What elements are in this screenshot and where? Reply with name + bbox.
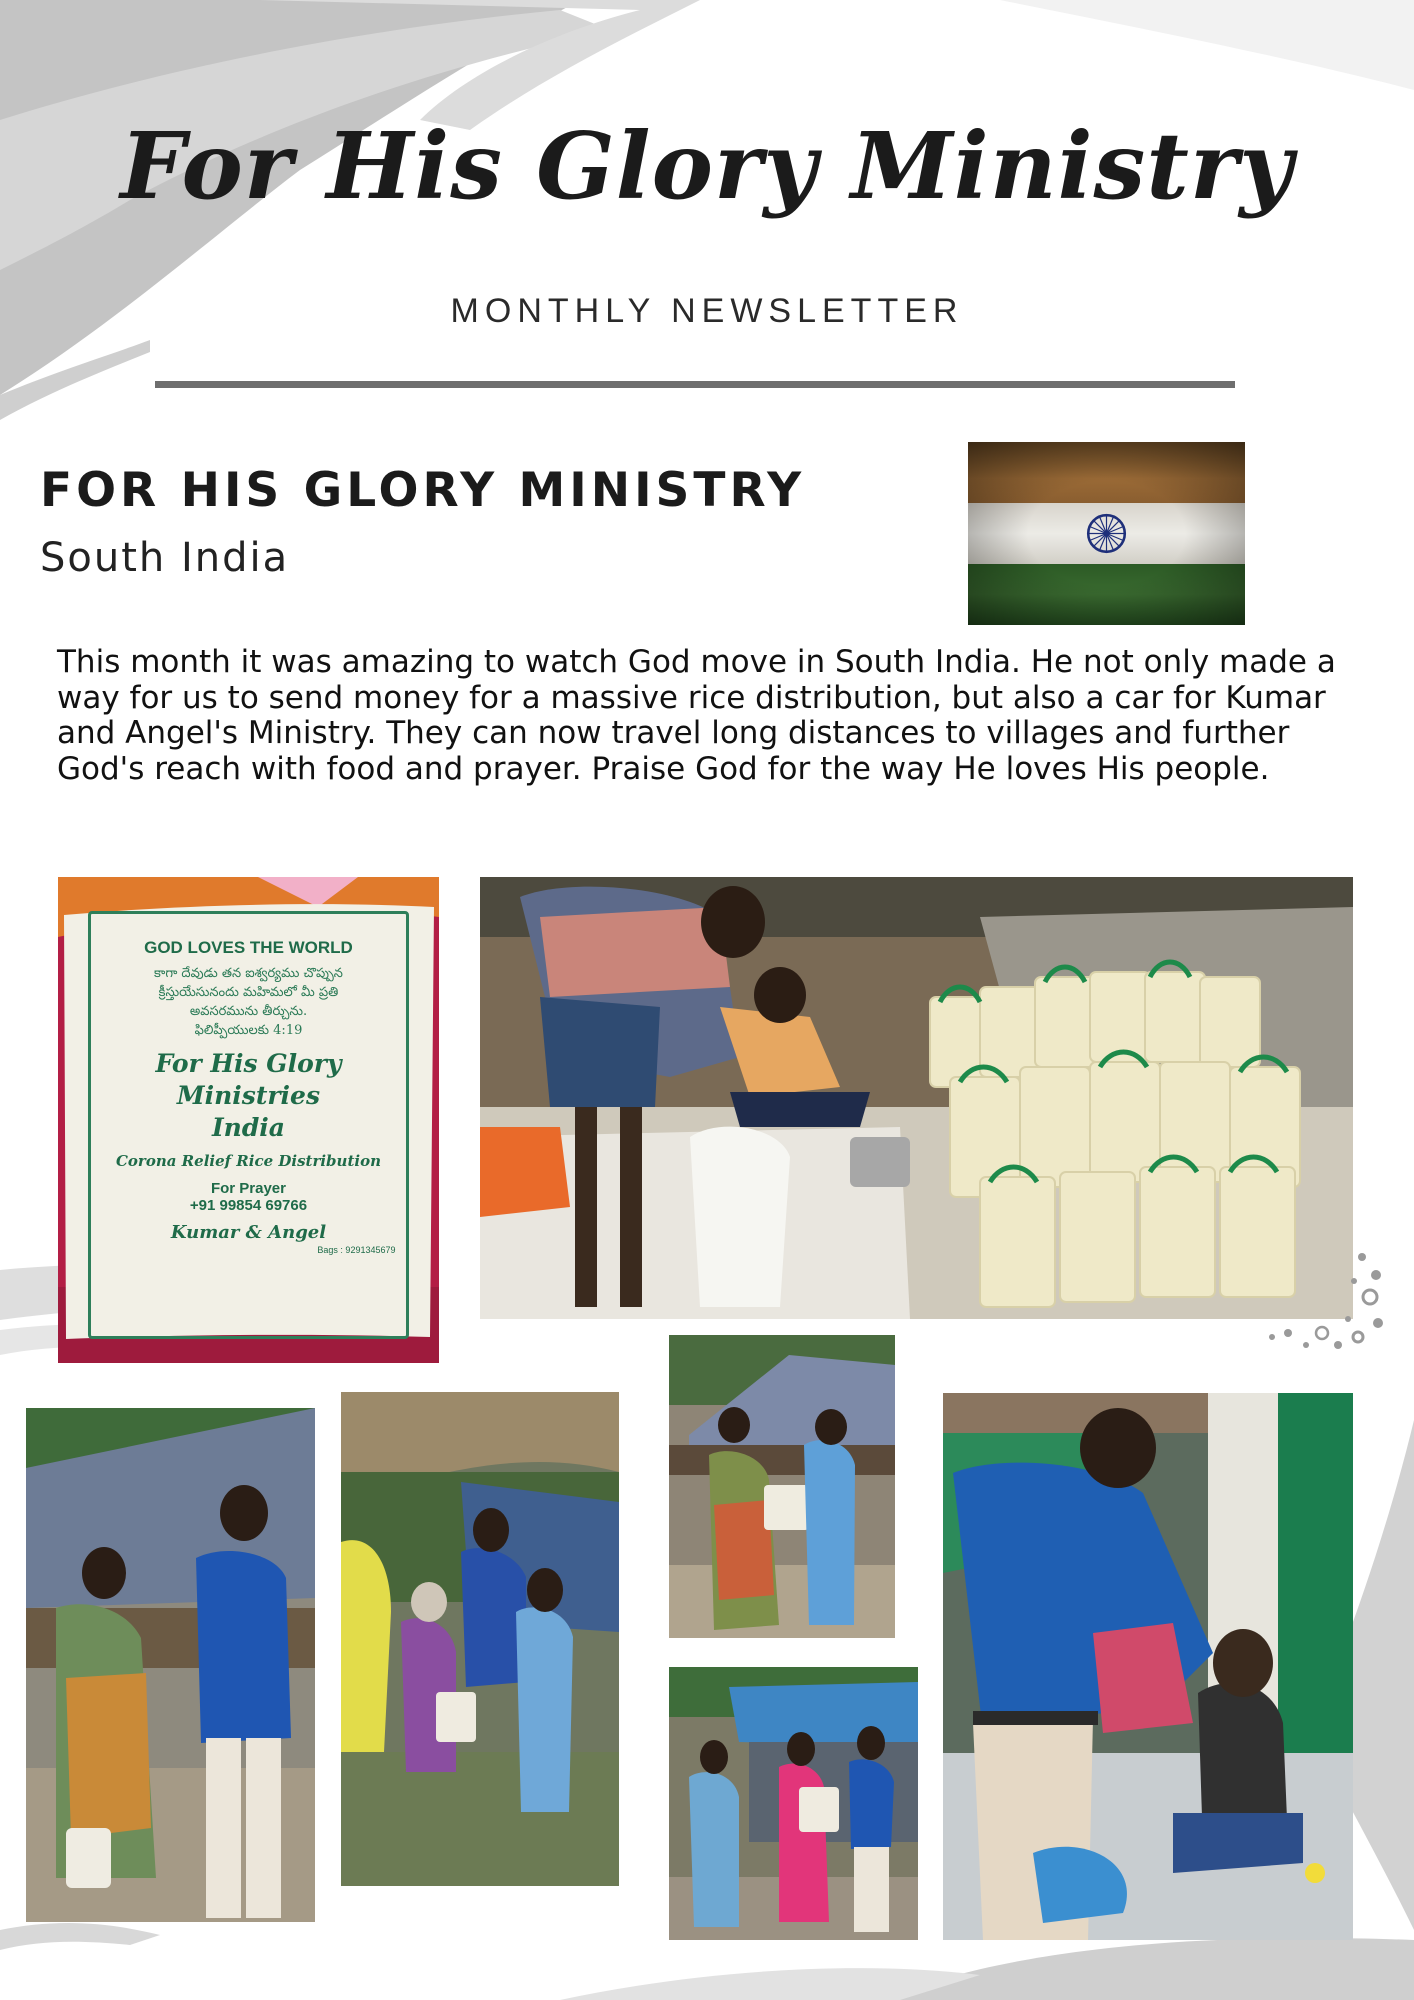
newsletter-title: For His Glory Ministry [120, 112, 1294, 220]
bag-label-org-line: Ministries [176, 1081, 321, 1111]
bag-label-code: Bags : 9291345679 [317, 1245, 396, 1256]
bag-label-org-line: For His Glory [155, 1049, 342, 1079]
newsletter-subtitle: MONTHLY NEWSLETTER [450, 292, 964, 330]
decorative-dots [1250, 1245, 1390, 1355]
distribution-photo-left [26, 1408, 315, 1922]
bag-label-phone: +91 99854 69766 [189, 1197, 308, 1215]
newsletter-body-text: This month it was amazing to watch God move in South India. He not only made a way for us to send money for a massive rice distribution, but also a car for Kumar and Angel's Ministry. They can now travel long distances to villages and further God's reach with food and prayer. Praise God for the way He loves His people. [57, 644, 1336, 787]
section-subheading: South India [40, 535, 290, 581]
distribution-photo-center-left [341, 1392, 619, 1886]
rice-distribution-photo [480, 877, 1353, 1319]
bag-label-org-line: India [211, 1113, 285, 1143]
distribution-photo-center-top [669, 1335, 895, 1638]
section-heading: FOR HIS GLORY MINISTRY [40, 463, 806, 518]
bag-label-names: Kumar & Angel [170, 1222, 327, 1244]
bag-label-verse-line: ఫిలిప్పీయులకు 4:19 [194, 1023, 303, 1039]
india-flag-image [968, 442, 1245, 625]
bag-label-verse-line: అవసరమును తీర్చును. [189, 1004, 308, 1020]
bag-label-prayer: For Prayer [210, 1180, 286, 1198]
bag-label-verse-line: క్రీస్తుయేసునందు మహిమలో మీ ప్రతి [158, 985, 339, 1001]
distribution-photo-right [943, 1393, 1353, 1940]
title-divider [155, 381, 1235, 388]
rice-bag-label-photo [58, 877, 439, 1363]
bag-label [88, 911, 408, 1339]
bag-label-distribution: Corona Relief Rice Distribution [115, 1152, 381, 1171]
bag-label-heading: GOD LOVES THE WORLD [144, 938, 353, 958]
bag-label-verse-line: కాగా దేవుడు తన ఐశ్వర్యము చొప్పున [154, 966, 343, 982]
distribution-photo-center-bottom [669, 1667, 918, 1940]
